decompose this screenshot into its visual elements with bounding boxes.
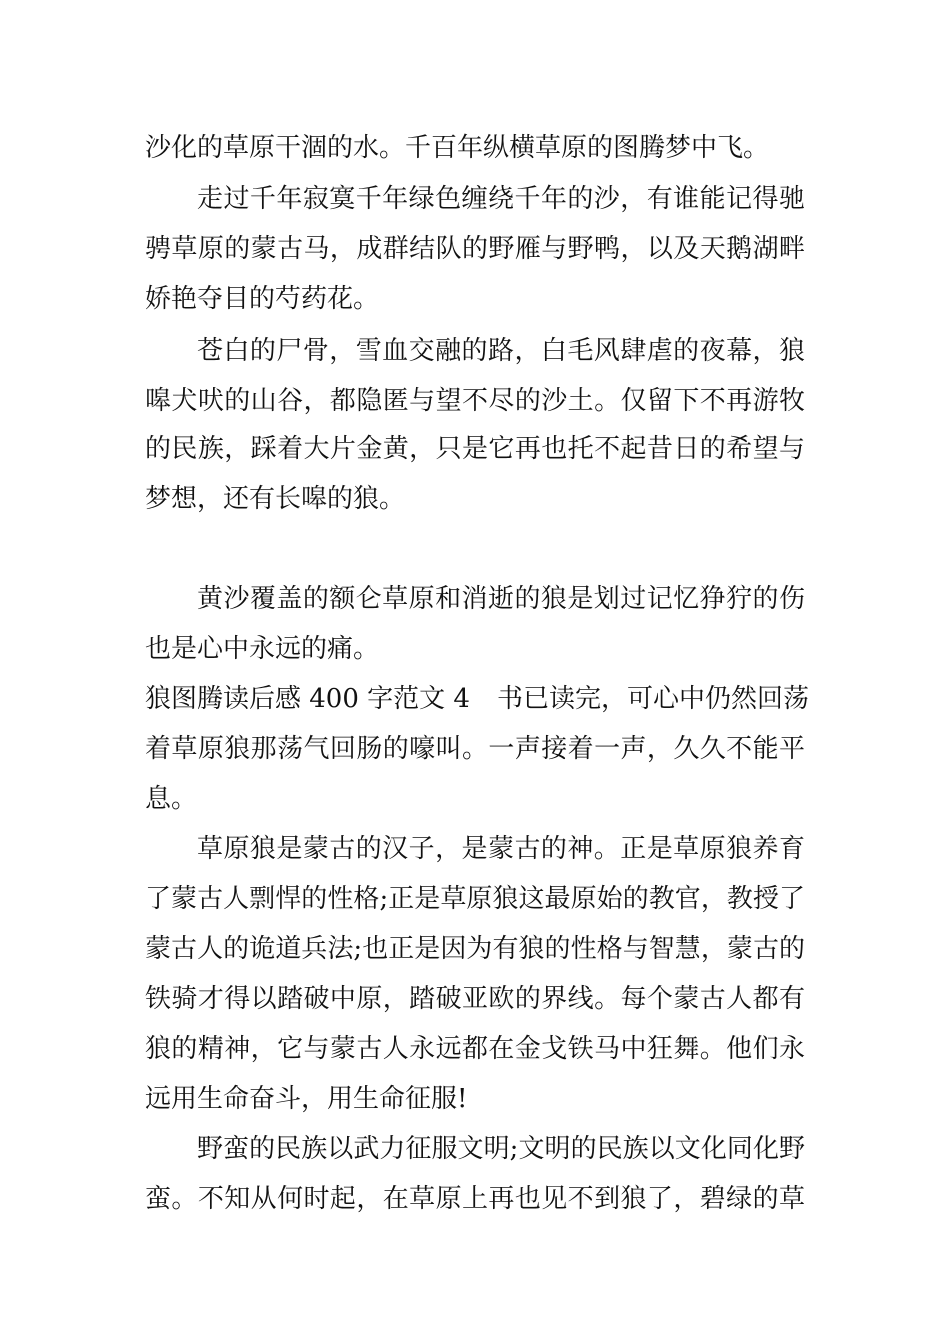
text-line: 野蛮的民族以武力征服文明;文明的民族以文化同化野 (197, 1134, 805, 1164)
text-line: 书已读完，可心中仍然回荡 (497, 684, 810, 714)
section-title: 狼图腾读后感 400 字范文 4 (145, 684, 470, 714)
text-line: 的民族，踩着大片金黄，只是它再也托不起昔日的希望与 (145, 434, 805, 464)
text-line: 草原狼是蒙古的汉子，是蒙古的神。正是草原狼养育 (197, 834, 805, 864)
text-line: 沙化的草原干涸的水。千百年纵横草原的图腾梦中飞。 (145, 133, 770, 163)
text-line: 骋草原的蒙古马，成群结队的野雁与野鸭，以及天鹅湖畔 (145, 234, 805, 264)
text-line: 苍白的尸骨，雪血交融的路，白毛风肆虐的夜幕，狼 (197, 336, 805, 366)
text-line: 铁骑才得以踏破中原，踏破亚欧的界线。每个蒙古人都有 (145, 984, 805, 1014)
text-line: 嗥犬吠的山谷，都隐匿与望不尽的沙土。仅留下不再游牧 (145, 386, 805, 416)
text-line: 走过千年寂寞千年绿色缠绕千年的沙，有谁能记得驰 (197, 184, 805, 214)
text-line: 着草原狼那荡气回肠的嚎叫。一声接着一声，久久不能平 (145, 734, 805, 764)
text-line: 蛮。不知从何时起，在草原上再也见不到狼了，碧绿的草 (145, 1184, 805, 1214)
text-line: 了蒙古人剽悍的性格;正是草原狼这最原始的教官，教授了 (145, 884, 805, 914)
text-line: 黄沙覆盖的额仑草原和消逝的狼是划过记忆狰狞的伤 (197, 584, 805, 614)
text-line: 远用生命奋斗，用生命征服! (145, 1084, 468, 1114)
text-line: 娇艳夺目的芍药花。 (145, 284, 380, 314)
heading-line (145, 684, 810, 714)
text-line: 梦想，还有长嗥的狼。 (145, 484, 406, 514)
text-line: 蒙古人的诡道兵法;也正是因为有狼的性格与智慧，蒙古的 (145, 934, 805, 964)
text-line: 息。 (145, 784, 198, 814)
text-line: 狼的精神，它与蒙古人永远都在金戈铁马中狂舞。他们永 (145, 1034, 805, 1064)
text-line: 也是心中永远的痛。 (145, 634, 380, 664)
